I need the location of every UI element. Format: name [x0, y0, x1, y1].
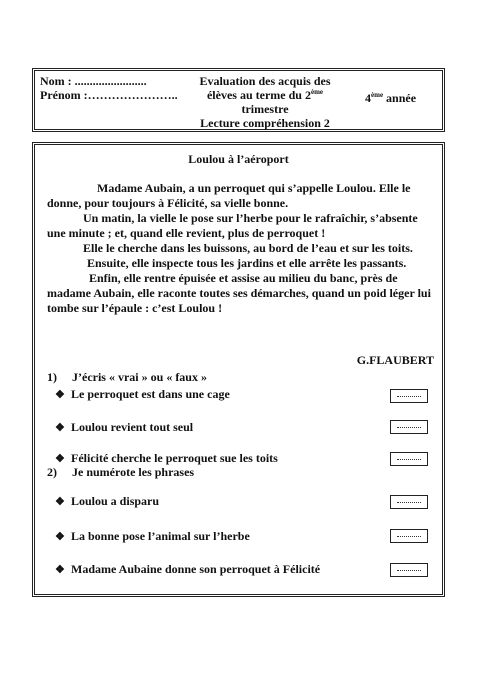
diamond-bullet-icon: ❖ — [55, 531, 65, 543]
answer-box-q1-1[interactable] — [390, 389, 428, 403]
question-1-title: 1) J’écris « vrai » ou « faux » — [47, 370, 207, 384]
diamond-bullet-icon: ❖ — [55, 564, 65, 576]
text-title: Loulou à l’aéroport — [188, 152, 289, 166]
reading-text — [47, 181, 432, 316]
student-info — [40, 74, 190, 102]
eval-line-1: Evaluation des acquis des — [199, 74, 331, 88]
reading-box — [32, 142, 445, 597]
q1-item-3: ❖ Félicité cherche le perroquet sue les toits — [55, 451, 278, 465]
q1-item-2: ❖ Loulou revient tout seul — [55, 420, 194, 434]
answer-box-q2-1[interactable] — [390, 495, 428, 509]
diamond-bullet-icon: ❖ — [55, 496, 65, 508]
eval-line-2: élèves au terme du 2ème — [206, 88, 324, 102]
class-level: 4ème année — [365, 91, 417, 105]
answer-box-q2-3[interactable] — [390, 563, 428, 577]
diamond-bullet-icon: ❖ — [55, 389, 65, 401]
paragraph-1: Madame Aubain, a un perroquet qui s’appelle Loulou. Elle le donne, pour toujours à Félicité, sa vielle bonne. — [47, 181, 411, 210]
paragraph-3: Elle le cherche dans les buissons, au bord de l’eau et sur les toits. — [83, 241, 413, 255]
q2-item-1: ❖ Loulou a disparu — [55, 494, 160, 508]
prenom-field[interactable]: Prénom :………………….. — [40, 88, 178, 102]
paragraph-2: Un matin, la vielle le pose sur l’herbe pour le rafraîchir, s’absente une minute ; et, quand elle revient, plus de perroquet ! — [47, 211, 418, 240]
diamond-bullet-icon: ❖ — [55, 453, 65, 465]
paragraph-5: Enfin, elle rentre épuisée et assise au milieu du banc, près de madame Aubain, elle raconte toutes ses démarches, quand un poid léger lui tombe sur l’épaule : c’est Loulou ! — [47, 271, 431, 315]
answer-box-q1-3[interactable] — [390, 452, 428, 466]
question-2-title: 2) Je numérote les phrases — [47, 465, 195, 479]
evaluation-title — [185, 74, 345, 130]
eval-line-3: trimestre — [241, 102, 289, 116]
q1-item-1: ❖ Le perroquet est dans une cage — [55, 387, 230, 401]
answer-box-q2-2[interactable] — [390, 529, 428, 543]
eval-line-4: Lecture compréhension 2 — [200, 116, 330, 130]
author: G.FLAUBERT — [356, 353, 434, 367]
answer-box-q1-2[interactable] — [390, 420, 428, 434]
paragraph-4: Ensuite, elle inspecte tous les jardins et elle arrête les passants. — [87, 256, 407, 270]
q2-item-2: ❖ La bonne pose l’animal sur l’herbe — [55, 529, 250, 543]
diamond-bullet-icon: ❖ — [55, 422, 65, 434]
nom-field[interactable]: Nom : ........................ — [40, 74, 147, 88]
header-box — [32, 68, 445, 132]
q2-item-3: ❖ Madame Aubaine donne son perroquet à Félicité — [55, 562, 321, 576]
